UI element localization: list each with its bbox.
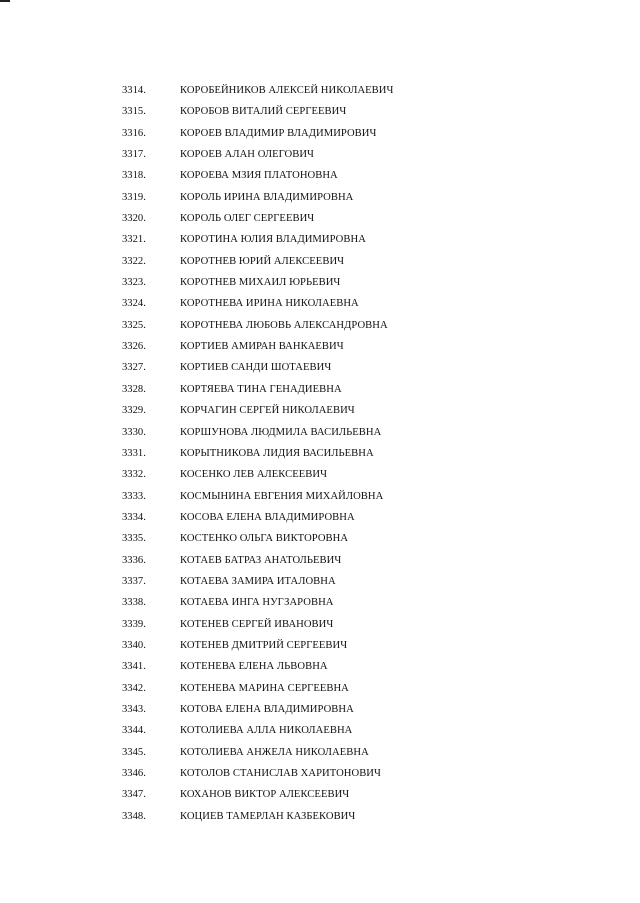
entry-number: 3341.	[122, 661, 146, 673]
list-item	[122, 511, 393, 532]
entry-number: 3333.	[122, 490, 146, 502]
list-item	[122, 148, 393, 169]
list-item	[122, 340, 393, 361]
name-list	[122, 84, 393, 831]
entry-number: 3336.	[122, 554, 146, 566]
list-item	[122, 532, 393, 553]
entry-name: КОСОВА ЕЛЕНА ВЛАДИМИРОВНА	[180, 511, 355, 523]
entry-name: КОЦИЕВ ТАМЕРЛАН КАЗБЕКОВИЧ	[180, 810, 356, 822]
entry-name: КОРТЯЕВА ТИНА ГЕНАДИЕВНА	[180, 383, 342, 395]
entry-number: 3322.	[122, 255, 146, 267]
list-item	[122, 660, 393, 681]
list-item	[122, 618, 393, 639]
list-item	[122, 383, 393, 404]
entry-name: КОТАЕВА ЗАМИРА ИТАЛОВНА	[180, 575, 336, 587]
entry-name: КОРШУНОВА ЛЮДМИЛА ВАСИЛЬЕВНА	[180, 426, 382, 438]
list-item	[122, 361, 393, 382]
entry-number: 3337.	[122, 575, 146, 587]
entry-name: КОРЫТНИКОВА ЛИДИЯ ВАСИЛЬЕВНА	[180, 447, 374, 459]
entry-number: 3324.	[122, 298, 146, 310]
entry-name: КОРТИЕВ САНДИ ШОТАЕВИЧ	[180, 362, 332, 374]
entry-number: 3340.	[122, 639, 146, 651]
entry-name: КОРОЕВ ВЛАДИМИР ВЛАДИМИРОВИЧ	[180, 127, 377, 139]
entry-number: 3316.	[122, 127, 146, 139]
list-item	[122, 191, 393, 212]
entry-name: КОРОБОВ ВИТАЛИЙ СЕРГЕЕВИЧ	[180, 106, 347, 118]
entry-number: 3325.	[122, 319, 146, 331]
entry-number: 3344.	[122, 725, 146, 737]
list-item	[122, 84, 393, 105]
list-item	[122, 746, 393, 767]
entry-number: 3319.	[122, 191, 146, 203]
entry-name: КОТЕНЕВ ДМИТРИЙ СЕРГЕЕВИЧ	[180, 639, 348, 651]
entry-name: КОТАЕВ БАТРАЗ АНАТОЛЬЕВИЧ	[180, 554, 342, 566]
entry-number: 3347.	[122, 789, 146, 801]
entry-name: КОРОБЕЙНИКОВ АЛЕКСЕЙ НИКОЛАЕВИЧ	[180, 85, 394, 96]
list-item	[122, 276, 393, 297]
entry-name: КОТЕНЕВ СЕРГЕЙ ИВАНОВИЧ	[180, 618, 334, 630]
entry-number: 3318.	[122, 170, 146, 182]
entry-number: 3338.	[122, 597, 146, 609]
entry-number: 3321.	[122, 234, 146, 246]
list-item	[122, 767, 393, 788]
entry-number: 3332.	[122, 469, 146, 481]
entry-number: 3329.	[122, 405, 146, 417]
entry-name: КОРОЕВА МЗИЯ ПЛАТОНОВНА	[180, 170, 338, 182]
list-item	[122, 297, 393, 318]
list-item	[122, 447, 393, 468]
entry-number: 3346.	[122, 768, 146, 779]
list-item	[122, 788, 393, 809]
list-item	[122, 468, 393, 489]
entry-name: КОРОТНЕВА ЛЮБОВЬ АЛЕКСАНДРОВНА	[180, 319, 388, 331]
list-item	[122, 682, 393, 703]
list-item	[122, 169, 393, 190]
entry-number: 3331.	[122, 447, 146, 459]
list-item	[122, 404, 393, 425]
entry-number: 3343.	[122, 703, 146, 715]
list-item	[122, 810, 393, 831]
list-item	[122, 596, 393, 617]
entry-name: КОТОЛИЕВА АЛЛА НИКОЛАЕВНА	[180, 725, 353, 737]
entry-name: КОТОЛИЕВА АНЖЕЛА НИКОЛАЕВНА	[180, 746, 369, 758]
entry-number: 3328.	[122, 383, 146, 395]
entry-name: КОРОТНЕВА ИРИНА НИКОЛАЕВНА	[180, 298, 359, 310]
entry-name: КОТОЛОВ СТАНИСЛАВ ХАРИТОНОВИЧ	[180, 768, 381, 779]
list-item	[122, 255, 393, 276]
list-item	[122, 319, 393, 340]
entry-name: КОСМЫНИНА ЕВГЕНИЯ МИХАЙЛОВНА	[180, 490, 384, 502]
list-item	[122, 127, 393, 148]
list-item	[122, 724, 393, 745]
entry-number: 3320.	[122, 213, 146, 225]
entry-name: КОХАНОВ ВИКТОР АЛЕКСЕЕВИЧ	[180, 789, 350, 801]
entry-number: 3335.	[122, 533, 146, 545]
entry-name: КОРОТНЕВ ЮРИЙ АЛЕКСЕЕВИЧ	[180, 255, 345, 267]
entry-number: 3317.	[122, 149, 146, 161]
list-item	[122, 639, 393, 660]
entry-name: КОТАЕВА ИНГА НУГЗАРОВНА	[180, 597, 334, 609]
entry-number: 3345.	[122, 746, 146, 758]
entry-name: КОРЧАГИН СЕРГЕЙ НИКОЛАЕВИЧ	[180, 405, 355, 417]
entry-number: 3334.	[122, 511, 146, 523]
entry-name: КОРОТИНА ЮЛИЯ ВЛАДИМИРОВНА	[180, 234, 366, 246]
entry-name: КОРОЛЬ ОЛЕГ СЕРГЕЕВИЧ	[180, 213, 315, 225]
entry-number: 3323.	[122, 277, 146, 289]
entry-name: КОТЕНЕВА МАРИНА СЕРГЕЕВНА	[180, 682, 349, 694]
entry-number: 3314.	[122, 85, 146, 96]
list-item	[122, 490, 393, 511]
entry-number: 3342.	[122, 682, 146, 694]
list-item	[122, 233, 393, 254]
list-item	[122, 105, 393, 126]
entry-number: 3326.	[122, 341, 146, 353]
list-item	[122, 554, 393, 575]
entry-number: 3315.	[122, 106, 146, 118]
entry-name: КОРТИЕВ АМИРАН ВАНКАЕВИЧ	[180, 341, 344, 353]
entry-number: 3330.	[122, 426, 146, 438]
entry-name: КОРОТНЕВ МИХАИЛ ЮРЬЕВИЧ	[180, 277, 341, 289]
list-item	[122, 575, 393, 596]
entry-name: КОРОЕВ АЛАН ОЛЕГОВИЧ	[180, 149, 314, 161]
list-item	[122, 703, 393, 724]
entry-name: КОТЕНЕВА ЕЛЕНА ЛЬВОВНА	[180, 661, 328, 673]
entry-name: КОРОЛЬ ИРИНА ВЛАДИМИРОВНА	[180, 191, 354, 203]
list-item	[122, 426, 393, 447]
entry-number: 3339.	[122, 618, 146, 630]
entry-number: 3327.	[122, 362, 146, 374]
entry-name: КОТОВА ЕЛЕНА ВЛАДИМИРОВНА	[180, 703, 354, 715]
entry-name: КОСЕНКО ЛЕВ АЛЕКСЕЕВИЧ	[180, 469, 328, 481]
scan-corner-mark	[0, 0, 10, 2]
list-item	[122, 212, 393, 233]
entry-number: 3348.	[122, 810, 146, 822]
entry-name: КОСТЕНКО ОЛЬГА ВИКТОРОВНА	[180, 533, 349, 545]
